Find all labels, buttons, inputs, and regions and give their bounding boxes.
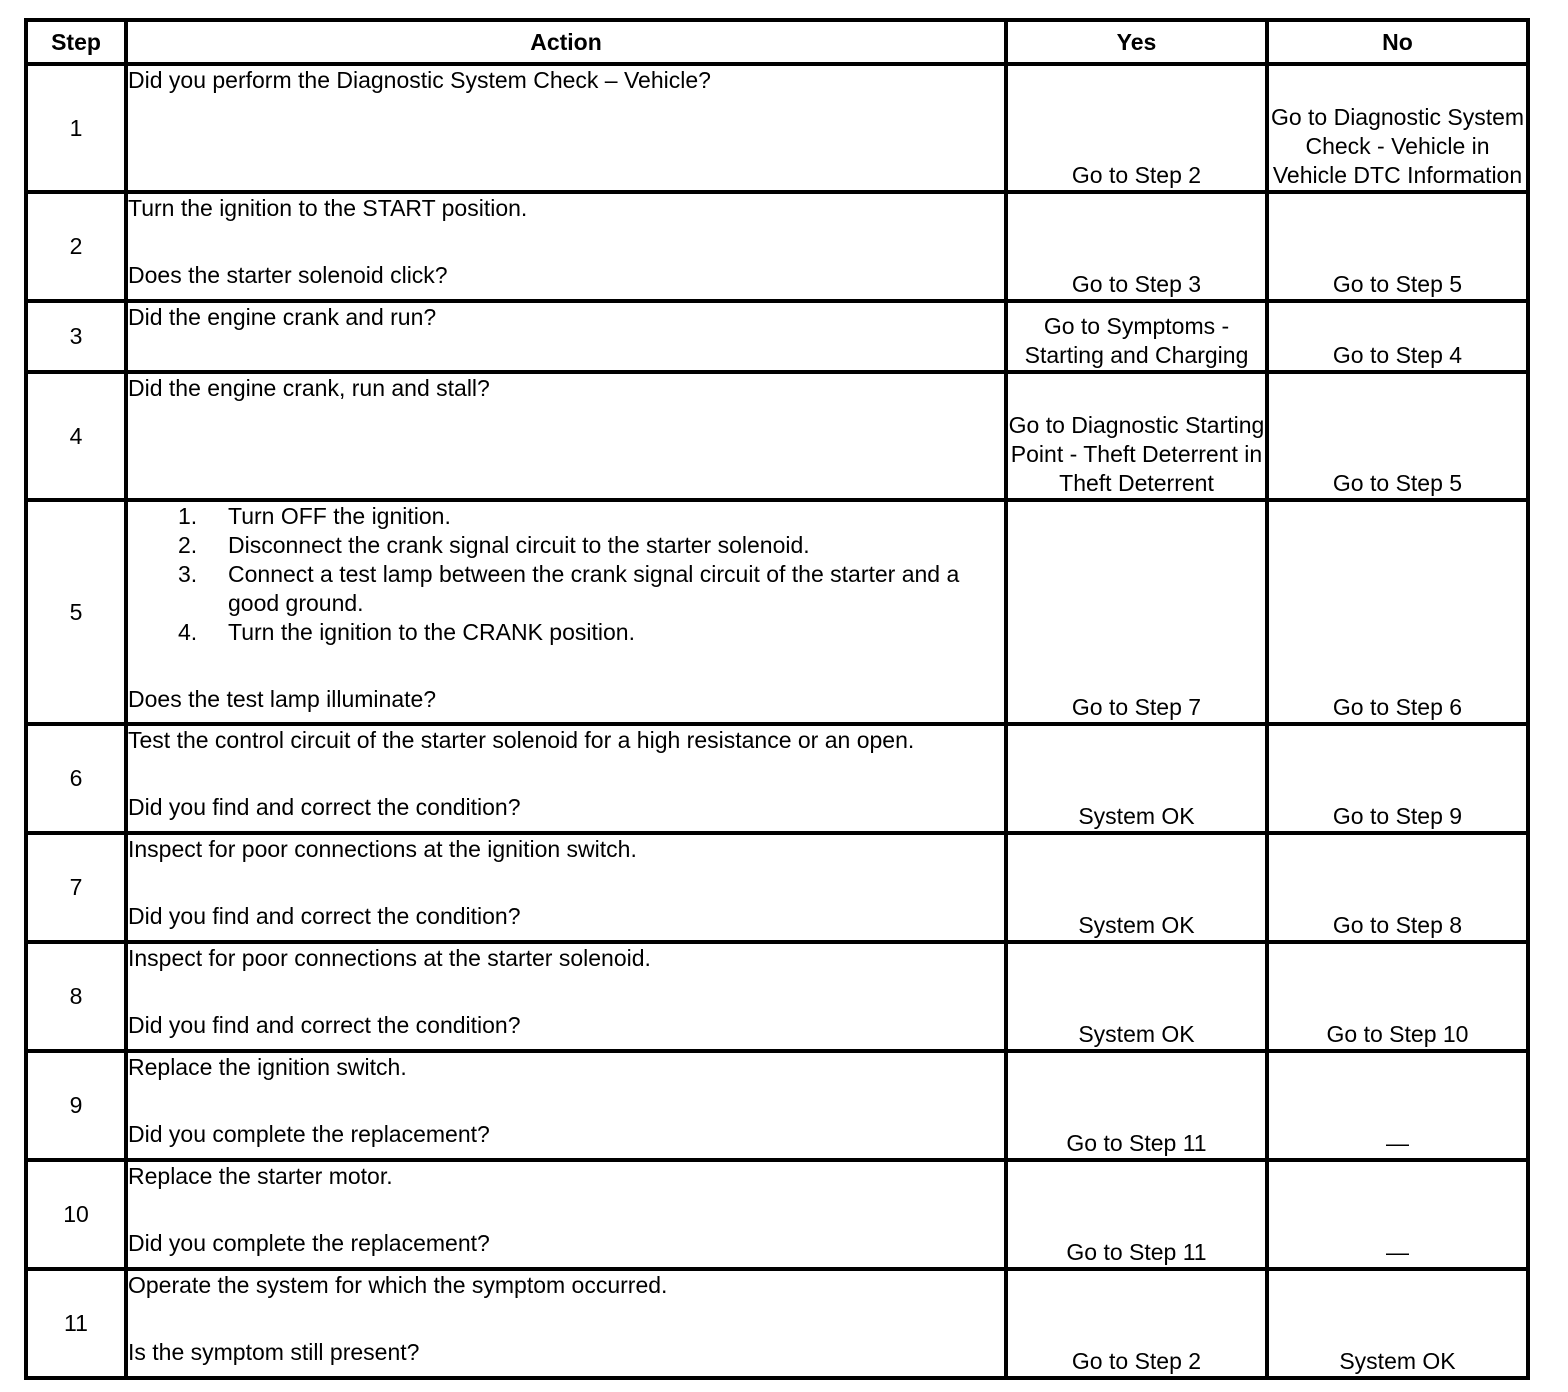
- diagnostic-table: [24, 18, 1530, 1380]
- header-yes: Yes: [1006, 20, 1267, 64]
- action-cell: [126, 724, 1006, 833]
- sub-step: [128, 618, 1004, 647]
- table-row: [26, 1160, 1528, 1269]
- table-row: [26, 942, 1528, 1051]
- step-number: 10: [26, 1160, 126, 1269]
- sub-step-list: [128, 502, 1004, 647]
- action-cell: [126, 301, 1006, 372]
- no-cell: Go to Step 4: [1267, 301, 1528, 372]
- no-cell: Go to Step 5: [1267, 192, 1528, 301]
- sub-step-text: Turn OFF the ignition.: [228, 503, 451, 529]
- table-row: [26, 833, 1528, 942]
- table-row: [26, 192, 1528, 301]
- step-number: 8: [26, 942, 126, 1051]
- sub-step: [128, 502, 1004, 531]
- sub-step-text: Disconnect the crank signal circuit to the starter solenoid.: [228, 532, 810, 558]
- table-row: [26, 372, 1528, 500]
- action-cell: [126, 500, 1006, 724]
- yes-cell: Go to Diagnostic Starting Point - Theft Deterrent in Theft Deterrent: [1006, 372, 1267, 500]
- no-cell: Go to Step 9: [1267, 724, 1528, 833]
- header-action: Action: [126, 20, 1006, 64]
- sub-step: [128, 531, 1004, 560]
- yes-cell: Go to Step 11: [1006, 1051, 1267, 1160]
- table-row: [26, 64, 1528, 192]
- yes-cell: Go to Step 3: [1006, 192, 1267, 301]
- no-cell: Go to Step 5: [1267, 372, 1528, 500]
- action-text: Did the engine crank and run?: [128, 304, 437, 330]
- no-cell: Go to Diagnostic System Check - Vehicle in Vehicle DTC Information: [1267, 64, 1528, 192]
- table-row: [26, 1269, 1528, 1378]
- sub-step-number: 4.: [178, 619, 198, 645]
- sub-step: [128, 560, 1004, 618]
- table-row: [26, 500, 1528, 724]
- sub-step-number: 2.: [178, 532, 198, 558]
- table-row: [26, 1051, 1528, 1160]
- sub-step-text: Turn the ignition to the CRANK position.: [228, 619, 635, 645]
- table-row: [26, 301, 1528, 372]
- step-number: 4: [26, 372, 126, 500]
- action-cell: [126, 1269, 1006, 1378]
- yes-cell: System OK: [1006, 724, 1267, 833]
- yes-cell: Go to Step 7: [1006, 500, 1267, 724]
- question-text: Does the starter solenoid click?: [128, 262, 448, 288]
- action-text: Did the engine crank, run and stall?: [128, 375, 490, 401]
- yes-cell: System OK: [1006, 833, 1267, 942]
- action-text: Turn the ignition to the START position.: [128, 195, 528, 221]
- header-step: Step: [26, 20, 126, 64]
- question-text: Did you complete the replacement?: [128, 1230, 490, 1256]
- sub-step-text: Connect a test lamp between the crank signal circuit of the starter and a good ground.: [228, 561, 960, 616]
- action-text: Inspect for poor connections at the starter solenoid.: [128, 945, 651, 971]
- sub-step-number: 1.: [178, 503, 198, 529]
- action-cell: [126, 192, 1006, 301]
- action-cell: [126, 64, 1006, 192]
- no-cell: System OK: [1267, 1269, 1528, 1378]
- no-cell: Go to Step 6: [1267, 500, 1528, 724]
- yes-cell: Go to Step 11: [1006, 1160, 1267, 1269]
- action-text: Inspect for poor connections at the ignition switch.: [128, 836, 637, 862]
- step-number: 6: [26, 724, 126, 833]
- action-cell: [126, 1160, 1006, 1269]
- yes-cell: Go to Symptoms - Starting and Charging: [1006, 301, 1267, 372]
- table-row: [26, 724, 1528, 833]
- question-text: Did you find and correct the condition?: [128, 903, 521, 929]
- no-cell: —: [1267, 1160, 1528, 1269]
- question-text: Did you find and correct the condition?: [128, 794, 521, 820]
- step-number: 5: [26, 500, 126, 724]
- action-text: Did you perform the Diagnostic System Check – Vehicle?: [128, 67, 711, 93]
- action-text: Test the control circuit of the starter solenoid for a high resistance or an open.: [128, 727, 915, 753]
- step-number: 11: [26, 1269, 126, 1378]
- action-text: Replace the ignition switch.: [128, 1054, 407, 1080]
- question-text: Is the symptom still present?: [128, 1339, 420, 1365]
- question-text: Did you complete the replacement?: [128, 1121, 490, 1147]
- yes-cell: Go to Step 2: [1006, 1269, 1267, 1378]
- step-number: 2: [26, 192, 126, 301]
- action-cell: [126, 942, 1006, 1051]
- step-number: 1: [26, 64, 126, 192]
- no-cell: Go to Step 10: [1267, 942, 1528, 1051]
- step-number: 9: [26, 1051, 126, 1160]
- sub-step-number: 3.: [178, 561, 198, 587]
- action-text: Operate the system for which the symptom occurred.: [128, 1272, 668, 1298]
- action-cell: [126, 1051, 1006, 1160]
- yes-cell: Go to Step 2: [1006, 64, 1267, 192]
- no-cell: —: [1267, 1051, 1528, 1160]
- header-row: [26, 20, 1528, 64]
- no-cell: Go to Step 8: [1267, 833, 1528, 942]
- step-number: 3: [26, 301, 126, 372]
- question-text: Does the test lamp illuminate?: [128, 686, 437, 712]
- question-text: Did you find and correct the condition?: [128, 1012, 521, 1038]
- step-number: 7: [26, 833, 126, 942]
- action-cell: [126, 372, 1006, 500]
- header-no: No: [1267, 20, 1528, 64]
- action-cell: [126, 833, 1006, 942]
- action-text: Replace the starter motor.: [128, 1163, 393, 1189]
- yes-cell: System OK: [1006, 942, 1267, 1051]
